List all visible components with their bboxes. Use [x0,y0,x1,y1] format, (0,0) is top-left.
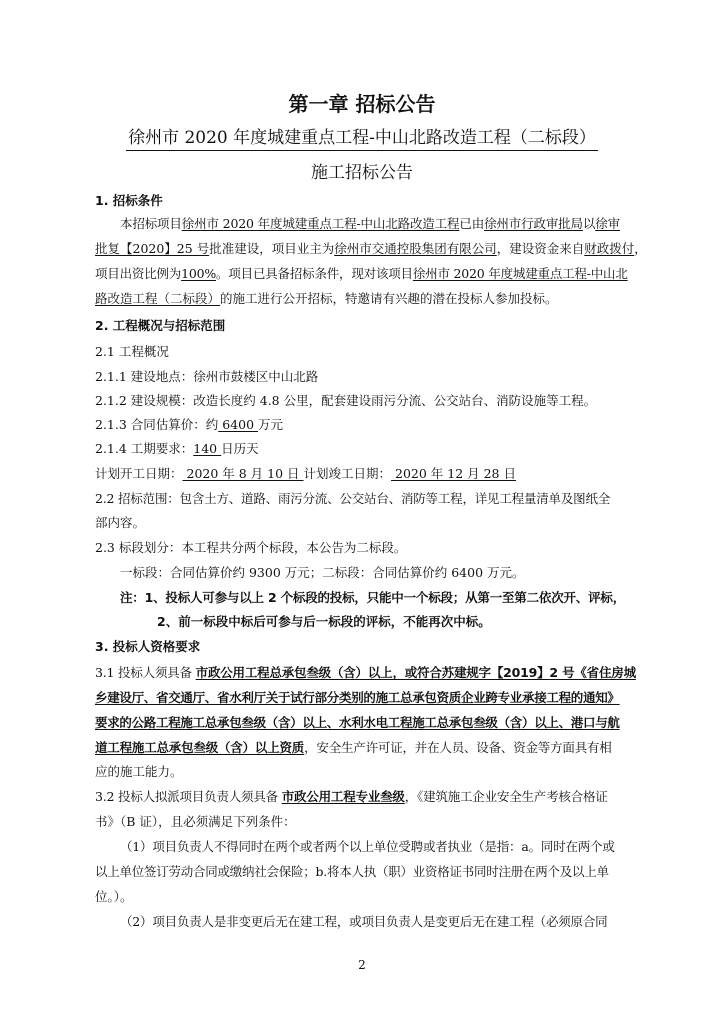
s2-note-2: 2、前一标段中标后可参与后一标段的评标，不能再次中标。 [157,614,491,629]
s2-line-8: 部内容。 [95,515,146,530]
s1-line-4: 路改造工程（二标段）的施工进行公开招标，特邀请有兴趣的潜在投标人参加投标。 [95,291,558,306]
s3-line-5: 应的施工能力。 [95,764,183,779]
s3-line-3: 要求的公路工程施工总承包叁级（含）以上、水利水电工程施工总承包叁级（含）以上、港口与航 [95,715,620,730]
s1-line-3: 项目出资比例为100%。项目已具备招标条件，现对该项目徐州市 2020 年度城建重点工程-中山北 [95,266,628,281]
s1-line-1: 本招标项目徐州市 2020 年度城建重点工程-中山北路改造工程已由徐州市行政审批局以徐审 [120,216,620,231]
s3-line-6: 3.2 投标人拟派项目负责人须具备 市政公用工程专业叁级，《建筑施工企业安全生产考核合格证 [95,789,608,804]
s2-line-6: 计划开工日期： 2020 年 8 月 10 日 计划竣工日期： 2020 年 12 月 28 日 [95,466,516,481]
s3-line-8: （1）项目负责人不得同时在两个或者两个以上单位受聘或者执业（是指：a。同时在两个或 [120,839,615,854]
s3-line-2: 乡建设厅、省交通厅、省水利厅关于试行部分类别的施工总承包资质企业跨专业承接工程的通知》 [95,690,620,705]
s3-line-9: 以上单位签订劳动合同或缴纳社会保险；b.将本人执（职）业资格证书同时注册在两个及以上单 [95,864,609,879]
s2-line-10: 一标段：合同估算价约 9300 万元；二标段：合同估算价约 6400 万元。 [120,565,525,580]
s3-line-11: （2）项目负责人是非变更后无在建工程，或项目负责人是变更后无在建工程（必须原合同 [120,914,608,929]
s2-note-1: 注：1、投标人可参与以上 2 个标段的投标，只能中一个标段；从第一至第二依次开、评标， [120,590,626,605]
s1-line-2: 批复【2020】25 号批准建设，项目业主为徐州市交通控股集团有限公司，建设资金来自财政拨付， [95,241,647,256]
chapter-title: 第一章 招标公告 [288,92,436,116]
s3-line-10: 位。）。 [95,889,133,904]
section-2-heading: 2. 工程概况与招标范围 [95,318,226,333]
s3-line-4: 道工程施工总承包叁级（含）以上资质，安全生产许可证，并在人员、设备、资金等方面具有相 [95,740,612,755]
page-number: 2 [358,958,366,972]
s2-line-5: 2.1.4 工期要求：140 日历天 [95,441,259,456]
s2-line-7: 2.2 招标范围：包含土方、道路、雨污分流、公交站台、消防等工程，详见工程量清单及图纸全 [95,491,611,506]
s2-line-1: 2.1 工程概况 [95,344,169,359]
section-3-heading: 3. 投标人资格要求 [95,639,201,654]
section-1-heading: 1. 招标条件 [95,193,163,208]
project-title [0,123,724,148]
s2-line-9: 2.3 标段划分：本工程共分两个标段，本公告为二标段。 [95,540,407,555]
notice-title: 施工招标公告 [311,163,413,183]
s3-line-7: 书》（B 证），且必须满足下列条件： [95,814,296,829]
project-title-text: 徐州市 2020 年度城建重点工程-中山北路改造工程（二标段） [126,128,598,151]
s2-line-4: 2.1.3 合同估算价：约 6400 万元 [95,417,284,432]
s2-line-3: 2.1.2 建设规模：改造长度约 4.8 公里，配套建设雨污分流、公交站台、消防设施等工程。 [95,393,597,408]
s2-line-2: 2.1.1 建设地点：徐州市鼓楼区中山北路 [95,369,319,384]
s3-line-1: 3.1 投标人须具备 市政公用工程总承包叁级（含）以上，或符合苏建规字【2019】2 号《省住房城 [95,665,636,680]
